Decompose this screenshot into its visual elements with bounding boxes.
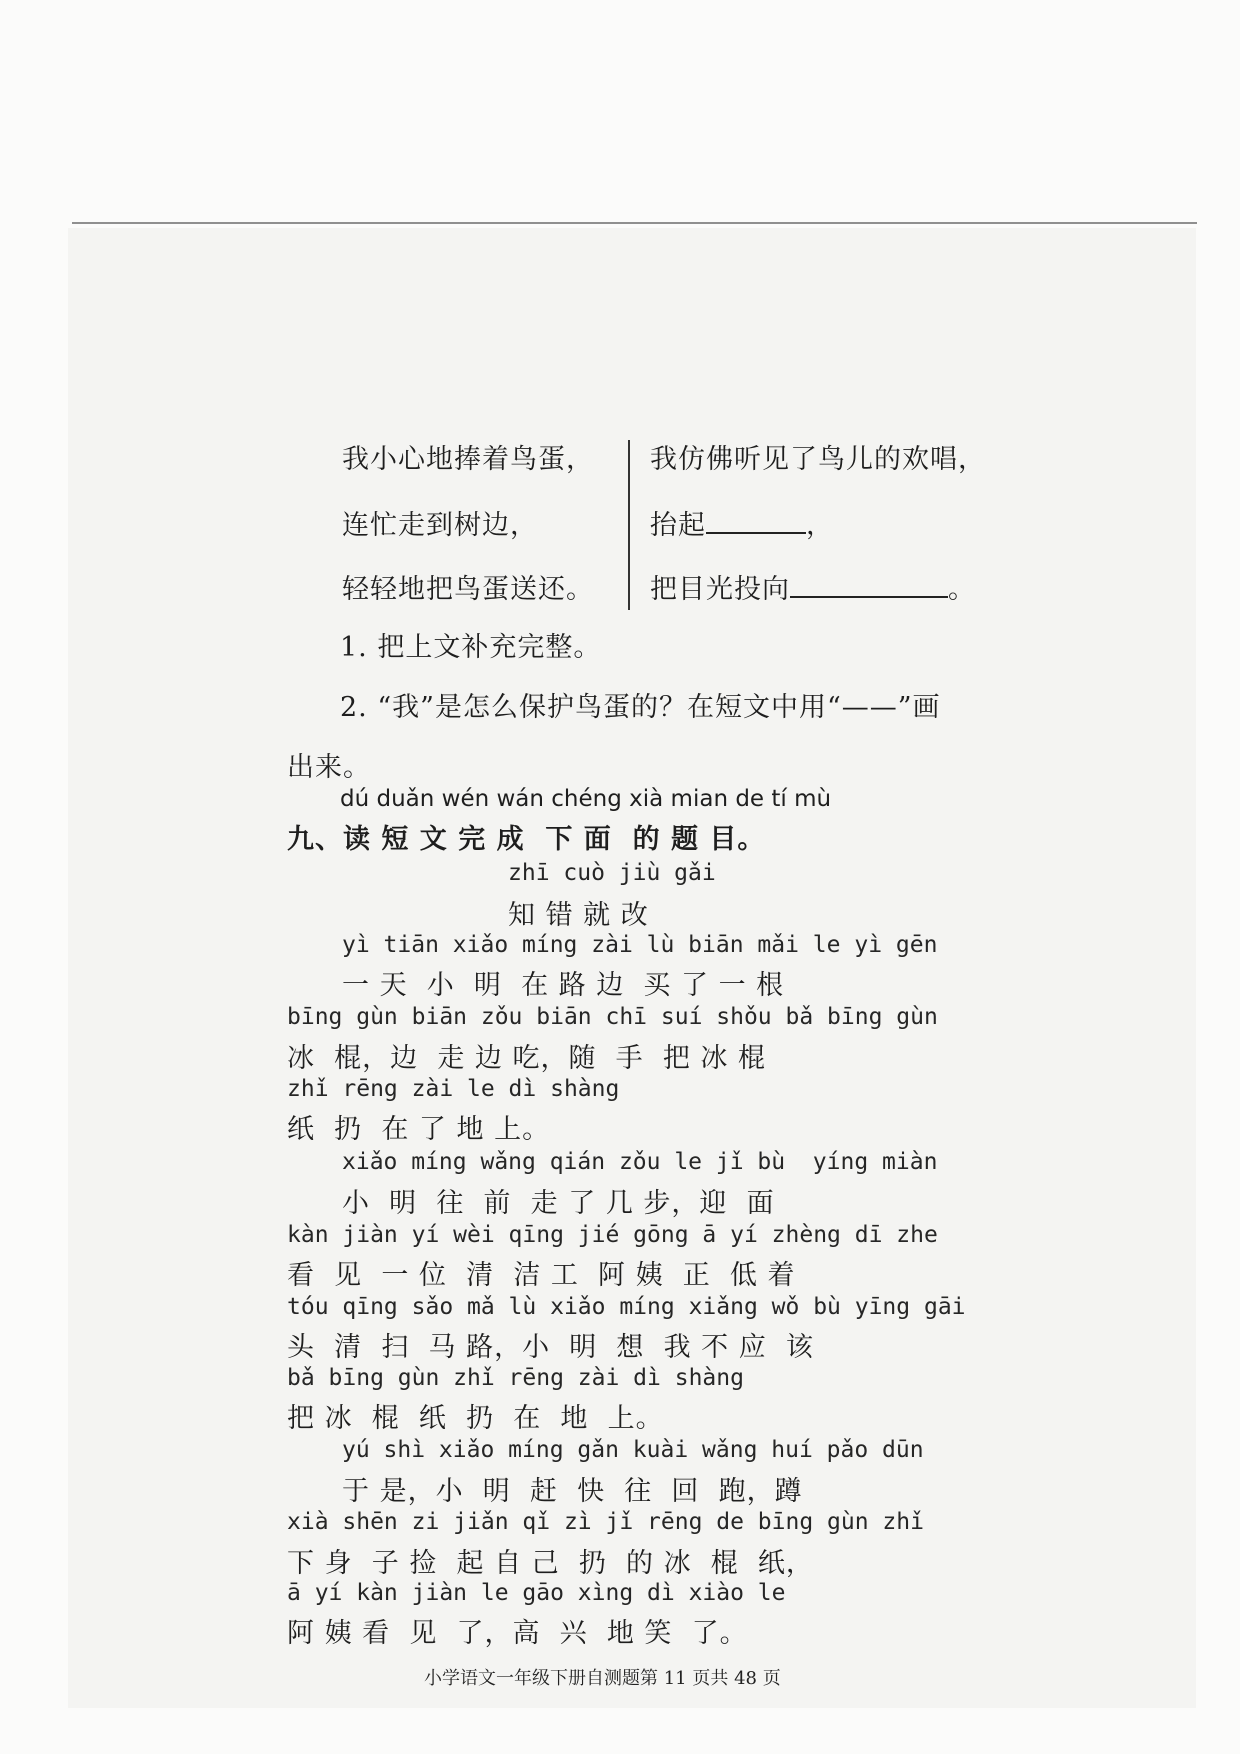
section-9-heading: 九、读 短 文 完 成 下 面 的 题 目。 bbox=[287, 824, 766, 855]
section-9-pinyin: dú duǎn wén wán chéng xià mian de tí mù bbox=[340, 786, 832, 812]
story-text-line-5: 看 见 一 位 清 洁 工 阿 姨 正 低 着 bbox=[287, 1260, 796, 1291]
story-text-line-7: 把 冰 棍 纸 扔 在 地 上。 bbox=[287, 1403, 664, 1434]
story-pinyin-line-1: yì tiān xiǎo míng zài lù biān mǎi le yì gēn bbox=[342, 932, 938, 958]
story-pinyin-line-7: bǎ bīng gùn zhǐ rēng zài dì shàng bbox=[287, 1365, 744, 1391]
story-pinyin-line-4: xiǎo míng wǎng qián zǒu le jǐ bù yíng miàn bbox=[342, 1149, 938, 1175]
story-title-pinyin: zhī cuò jiù gǎi bbox=[508, 860, 716, 886]
story-pinyin-line-2: bīng gùn biān zǒu biān chī suí shǒu bǎ bīng gùn bbox=[287, 1004, 938, 1030]
story-text-line-2: 冰 棍，边 走 边 吃，随 手 把 冰 棍 bbox=[287, 1043, 766, 1074]
story-pinyin-line-10: ā yí kàn jiàn le gāo xìng dì xiào le bbox=[287, 1580, 786, 1606]
poem-right-line-1: 我仿佛听见了鸟儿的欢唱， bbox=[650, 444, 986, 475]
poem-right-line-3: 把目光投向 。 bbox=[650, 574, 976, 605]
poem-left-line-1: 我小心地捧着鸟蛋， bbox=[342, 444, 594, 475]
question-2: 2. “我”是怎么保护鸟蛋的？在短文中用“——”画 bbox=[340, 692, 941, 723]
page-footer: 小学语文一年级下册自测题第 11 页共 48 页 bbox=[424, 1668, 781, 1689]
story-text-line-4: 小 明 往 前 走 了 几 步，迎 面 bbox=[342, 1188, 775, 1219]
story-pinyin-line-6: tóu qīng sǎo mǎ lù xiǎo míng xiǎng wǒ bù yīng gāi bbox=[287, 1294, 966, 1320]
story-text-line-8: 于 是，小 明 赶 快 往 回 跑，蹲 bbox=[342, 1476, 803, 1507]
story-text-line-6: 头 清 扫 马 路，小 明 想 我 不 应 该 bbox=[287, 1332, 814, 1363]
story-pinyin-line-3: zhǐ rēng zài le dì shàng bbox=[287, 1076, 620, 1102]
story-text-line-10: 阿 姨 看 见 了，高 兴 地 笑 了。 bbox=[287, 1618, 748, 1649]
question-2-continued: 出来。 bbox=[287, 752, 371, 783]
story-text-line-3: 纸 扔 在 了 地 上。 bbox=[287, 1114, 551, 1145]
poem-divider bbox=[628, 440, 630, 610]
story-title: 知 错 就 改 bbox=[508, 900, 649, 931]
top-rule bbox=[72, 222, 1197, 224]
poem-left-line-3: 轻轻地把鸟蛋送还。 bbox=[342, 574, 594, 605]
poem-right-line-2: 抬起 ， bbox=[650, 510, 834, 541]
answer-blank-1[interactable] bbox=[706, 508, 806, 534]
story-pinyin-line-8: yú shì xiǎo míng gǎn kuài wǎng huí pǎo dūn bbox=[342, 1437, 924, 1463]
question-1: 1. 把上文补充完整。 bbox=[340, 632, 602, 663]
story-pinyin-line-5: kàn jiàn yí wèi qīng jié gōng ā yí zhèng dī zhe bbox=[287, 1222, 938, 1248]
story-text-line-1: 一 天 小 明 在 路 边 买 了 一 根 bbox=[342, 970, 785, 1001]
answer-blank-2[interactable] bbox=[790, 572, 948, 598]
poem-left-line-2: 连忙走到树边， bbox=[342, 510, 538, 541]
story-pinyin-line-9: xià shēn zi jiǎn qǐ zì jǐ rēng de bīng gùn zhǐ bbox=[287, 1509, 924, 1535]
story-text-line-9: 下 身 子 捡 起 自 己 扔 的 冰 棍 纸， bbox=[287, 1548, 814, 1579]
